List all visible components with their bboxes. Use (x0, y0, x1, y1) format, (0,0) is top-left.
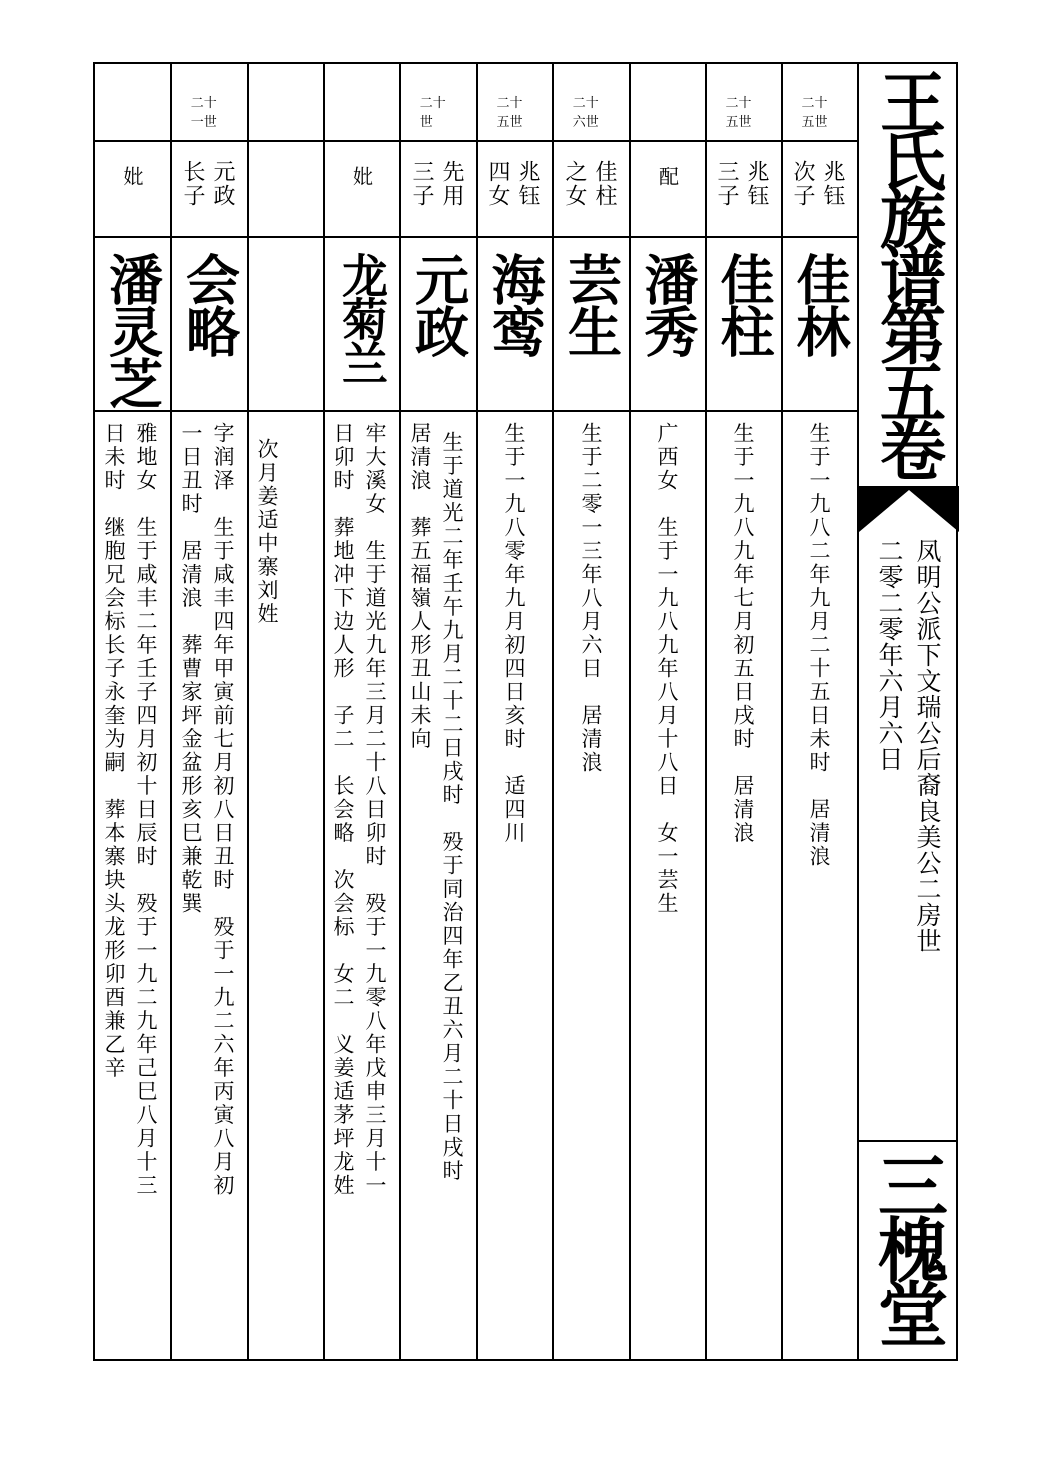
relation-label: 兆钰 三子 (714, 160, 769, 208)
entry-column-4 (552, 64, 629, 1359)
book-title: 王氏族谱第五卷 (868, 68, 947, 474)
bio-cell (631, 412, 705, 1359)
bio-cell (172, 412, 247, 1359)
name-cell (95, 238, 170, 412)
name-cell (554, 238, 629, 412)
name-cell (172, 238, 247, 412)
branch-subtitle: 凤明公派下文瑞公后裔良美公二房世 (913, 538, 942, 954)
name-cell (249, 238, 323, 412)
generation-label: 二十五世 (725, 96, 752, 130)
name-cell (478, 238, 552, 412)
relation-label: 元政 长子 (180, 160, 235, 208)
generation-cell (325, 64, 399, 142)
bio-cell (554, 412, 629, 1359)
bio-cell (401, 412, 476, 1359)
relation-cell (707, 142, 781, 238)
person-name: 海鸾 (483, 252, 547, 356)
generation-cell (401, 64, 476, 142)
person-bio: 生于一九八二年九月二十五日未时 居清浪 (807, 422, 831, 869)
generation-label: 二十五世 (496, 96, 523, 130)
generation-cell (707, 64, 781, 142)
relation-label: 兆钰 次子 (790, 160, 845, 208)
title-divider (859, 1140, 956, 1142)
person-bio: 生于道光二年壬午九月二十二日戌时 殁于同治四年乙丑六月二十日戌时 居清浪 葬五福嶺人形丑山未向 (408, 422, 464, 1184)
entry-column-3 (629, 64, 705, 1359)
name-cell (707, 238, 781, 412)
bio-cell (249, 412, 323, 1359)
person-bio: 字润泽 生于咸丰四年甲寅前七月初八日丑时 殁于一九二六年丙寅八月初 一日丑时 居清浪 葬曹家坪金盆形亥巳兼乾巽 (179, 422, 235, 1198)
bio-cell (707, 412, 781, 1359)
entry-column-9 (170, 64, 247, 1359)
person-name: 会略 (177, 252, 242, 356)
relation-cell (325, 142, 399, 238)
generation-cell (249, 64, 323, 142)
person-bio: 生于一九八零年九月初四日亥时 适四川 (502, 422, 526, 845)
relation-label: 兆钰 四女 (485, 160, 540, 208)
entry-column-8 (247, 64, 323, 1359)
person-bio: 雅地女 生于咸丰二年壬子四月初十日辰时 殁于一九二九年己巳八月十三 日未时 继胞兄会标长子永奎为嗣 葬本寨块头龙形卯酉兼乙辛 (102, 422, 158, 1198)
generation-cell (554, 64, 629, 142)
relation-label: 妣 (120, 166, 144, 186)
generation-label: 二十六世 (572, 96, 599, 130)
person-name: 龙菊兰 (335, 252, 389, 384)
generation-cell (631, 64, 705, 142)
genealogy-table (93, 62, 958, 1361)
person-bio: 次月姜适中寨刘姓 (255, 438, 279, 626)
name-cell (631, 238, 705, 412)
entry-column-6 (399, 64, 476, 1359)
generation-cell (95, 64, 170, 142)
entry-column-5 (476, 64, 552, 1359)
person-name: 潘秀 (636, 252, 700, 356)
relation-label: 佳柱 之女 (562, 160, 617, 208)
relation-cell (249, 142, 323, 238)
generation-label: 二十一世 (190, 96, 217, 130)
generation-cell (478, 64, 552, 142)
relation-cell (631, 142, 705, 238)
hall-name: 三槐堂 (866, 1150, 950, 1342)
relation-label: 妣 (349, 166, 374, 186)
generation-cell (172, 64, 247, 142)
generation-label: 二十世 (419, 96, 446, 130)
entry-column-10 (95, 64, 170, 1359)
relation-label: 配 (655, 166, 680, 186)
edition-date: 二零二零年六月六日 (875, 538, 904, 772)
relation-cell (172, 142, 247, 238)
relation-cell (783, 142, 857, 238)
relation-label: 先用 三子 (409, 160, 464, 208)
person-name: 芸生 (559, 252, 624, 356)
chevron-divider-icon (859, 486, 959, 532)
title-panel (857, 64, 956, 1359)
bio-cell (478, 412, 552, 1359)
name-cell (783, 238, 857, 412)
relation-cell (478, 142, 552, 238)
name-cell (325, 238, 399, 412)
person-name: 佳柱 (712, 252, 776, 356)
generation-cell (783, 64, 857, 142)
entry-column-7 (323, 64, 399, 1359)
relation-cell (401, 142, 476, 238)
person-bio: 生于二零一三年八月六日 居清浪 (579, 422, 603, 775)
name-cell (401, 238, 476, 412)
person-bio: 牢大溪女 生于道光九年三月二十八日卯时 殁于一九零八年戊申三月十一 日卯时 葬地冲下边人形 子二 长会略 次会标 女二 义姜适茅坪龙姓 (331, 422, 387, 1198)
bio-cell (783, 412, 857, 1359)
relation-cell (95, 142, 170, 238)
bio-cell (95, 412, 170, 1359)
entry-column-1 (781, 64, 857, 1359)
entry-column-2 (705, 64, 781, 1359)
person-name: 潘灵芝 (100, 252, 165, 408)
person-name: 元政 (406, 252, 471, 356)
person-bio: 生于一九八九年七月初五日戌时 居清浪 (731, 422, 755, 845)
person-bio: 广西女 生于一九八九年八月十八日 女一芸生 (655, 422, 679, 916)
relation-cell (554, 142, 629, 238)
generation-label: 二十五世 (801, 96, 828, 130)
person-name: 佳林 (788, 252, 852, 356)
bio-cell (325, 412, 399, 1359)
